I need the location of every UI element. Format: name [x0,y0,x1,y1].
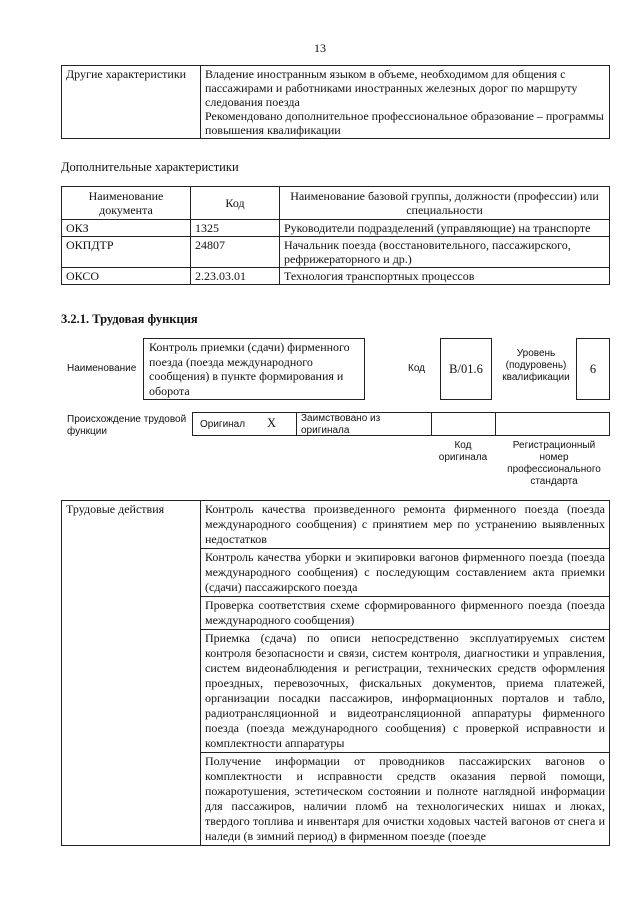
cell-document: ОКЗ [62,220,191,237]
labor-action-item: Приемка (сдача) по описи непосредственно эксплуатируемых систем контроля безопасности и связи, систем контроля, диагностики и управления, систем видеонаблюдения и регистрации, технических средств оформления проездных, перевозочных, фискальных документов, приема платежей, организации посадки пассажиров, информационных порталов и табло, радиотрансляционной и видеотрансляционной аппаратуры фирменного поезда (поезда международного сообщения) с проверкой исправности и комплектности аппаратуры [201,630,610,753]
other-characteristics-values [201,66,610,139]
qualification-level-value: 6 [589,361,597,376]
cell-document: ОКСО [62,268,191,285]
function-heading: 3.2.1. Трудовая функция [61,312,198,326]
labor-actions-label: Трудовые действия [62,501,201,846]
function-code-box [440,338,492,400]
cell-document: ОКПДТР [62,237,191,268]
cell-name: Начальник поезда (восстановительного, пассажирского, рефрижераторного и др.) [280,237,610,268]
other-characteristics-label: Другие характеристики [62,66,201,139]
table-row [62,268,610,285]
function-name-box [143,338,365,400]
other-characteristics-line: Рекомендовано дополнительное профессиональное образование – программы повышения квалификации [205,109,604,137]
original-label: Оригинал [200,419,246,430]
other-characteristics-line: Владение иностранным языком в объеме, необходимом для общения с пассажирами и работниками иностранных железных дорог по маршруту следования поезда [205,67,578,109]
header-code: Код [191,187,280,220]
cell-name: Технология транспортных процессов [280,268,610,285]
cell-code: 2.23.03.01 [191,268,280,285]
additional-characteristics-title: Дополнительные характеристики [61,160,239,174]
table-row [62,237,610,268]
origin-row [192,412,610,436]
function-code-value: B/01.6 [449,361,483,376]
origin-divider [296,413,297,435]
page-number: 13 [314,41,326,55]
additional-characteristics-table [61,186,610,285]
header-group-name: Наименование базовой группы, должности (профессии) или специальности [280,187,610,220]
origin-label: Происхождение трудовой функции [67,414,187,437]
labor-action-item: Получение информации от проводников пассажирских вагонов о комплектности и исправности средств оказания первой помощи, пожаротушения, эстетическом состоянии и полноте наглядной информации для пассажиров, наличии пломб на технологических нишах и люках, твердого топлива и инвентаря для очистки ходовых частей вагонов от снега и наледи (в зимний период) в фирменном поезде (поезде [201,753,610,846]
original-mark: X [267,416,277,430]
qualification-level-label: Уровень (подуровень) квалификации [502,348,570,383]
code-original-label: Код оригинала [438,440,488,463]
table-header-row [62,187,610,220]
borrowed-label: Заимствовано из оригинала [301,413,381,436]
cell-name: Руководители подразделений (управляющие) на транспорте [280,220,610,237]
registration-number-label: Регистрационный номер профессионального стандарта [507,440,601,487]
header-document-name: Наименование документа [62,187,191,220]
qualification-level-box [576,338,610,400]
cell-code: 24807 [191,237,280,268]
table-row [62,220,610,237]
labor-action-item: Проверка соответствия схеме сформированного фирменного поезда (поезда международного сообщения) [201,597,610,630]
labor-action-item: Контроль качества уборки и экипировки вагонов фирменного поезда (поезда международного сообщения) с последующим составлением акта приемки (сдачи) пассажирского поезда [201,549,610,597]
labor-action-item: Контроль качества произведенного ремонта фирменного поезда (поезда международного сообщения) с принятием мер по устранению выявленных недостатков [201,501,610,549]
origin-divider [431,413,432,435]
table-row [62,501,610,549]
function-code-label: Код [408,363,426,374]
origin-divider [495,413,496,435]
function-name-value: Контроль приемки (сдачи) фирменного поезда (поезда международного сообщения) в пункте формирования и оборота [149,340,350,398]
function-name-label: Наименование [67,363,137,374]
other-characteristics-table [61,65,610,139]
labor-actions-table [61,500,610,846]
cell-code: 1325 [191,220,280,237]
